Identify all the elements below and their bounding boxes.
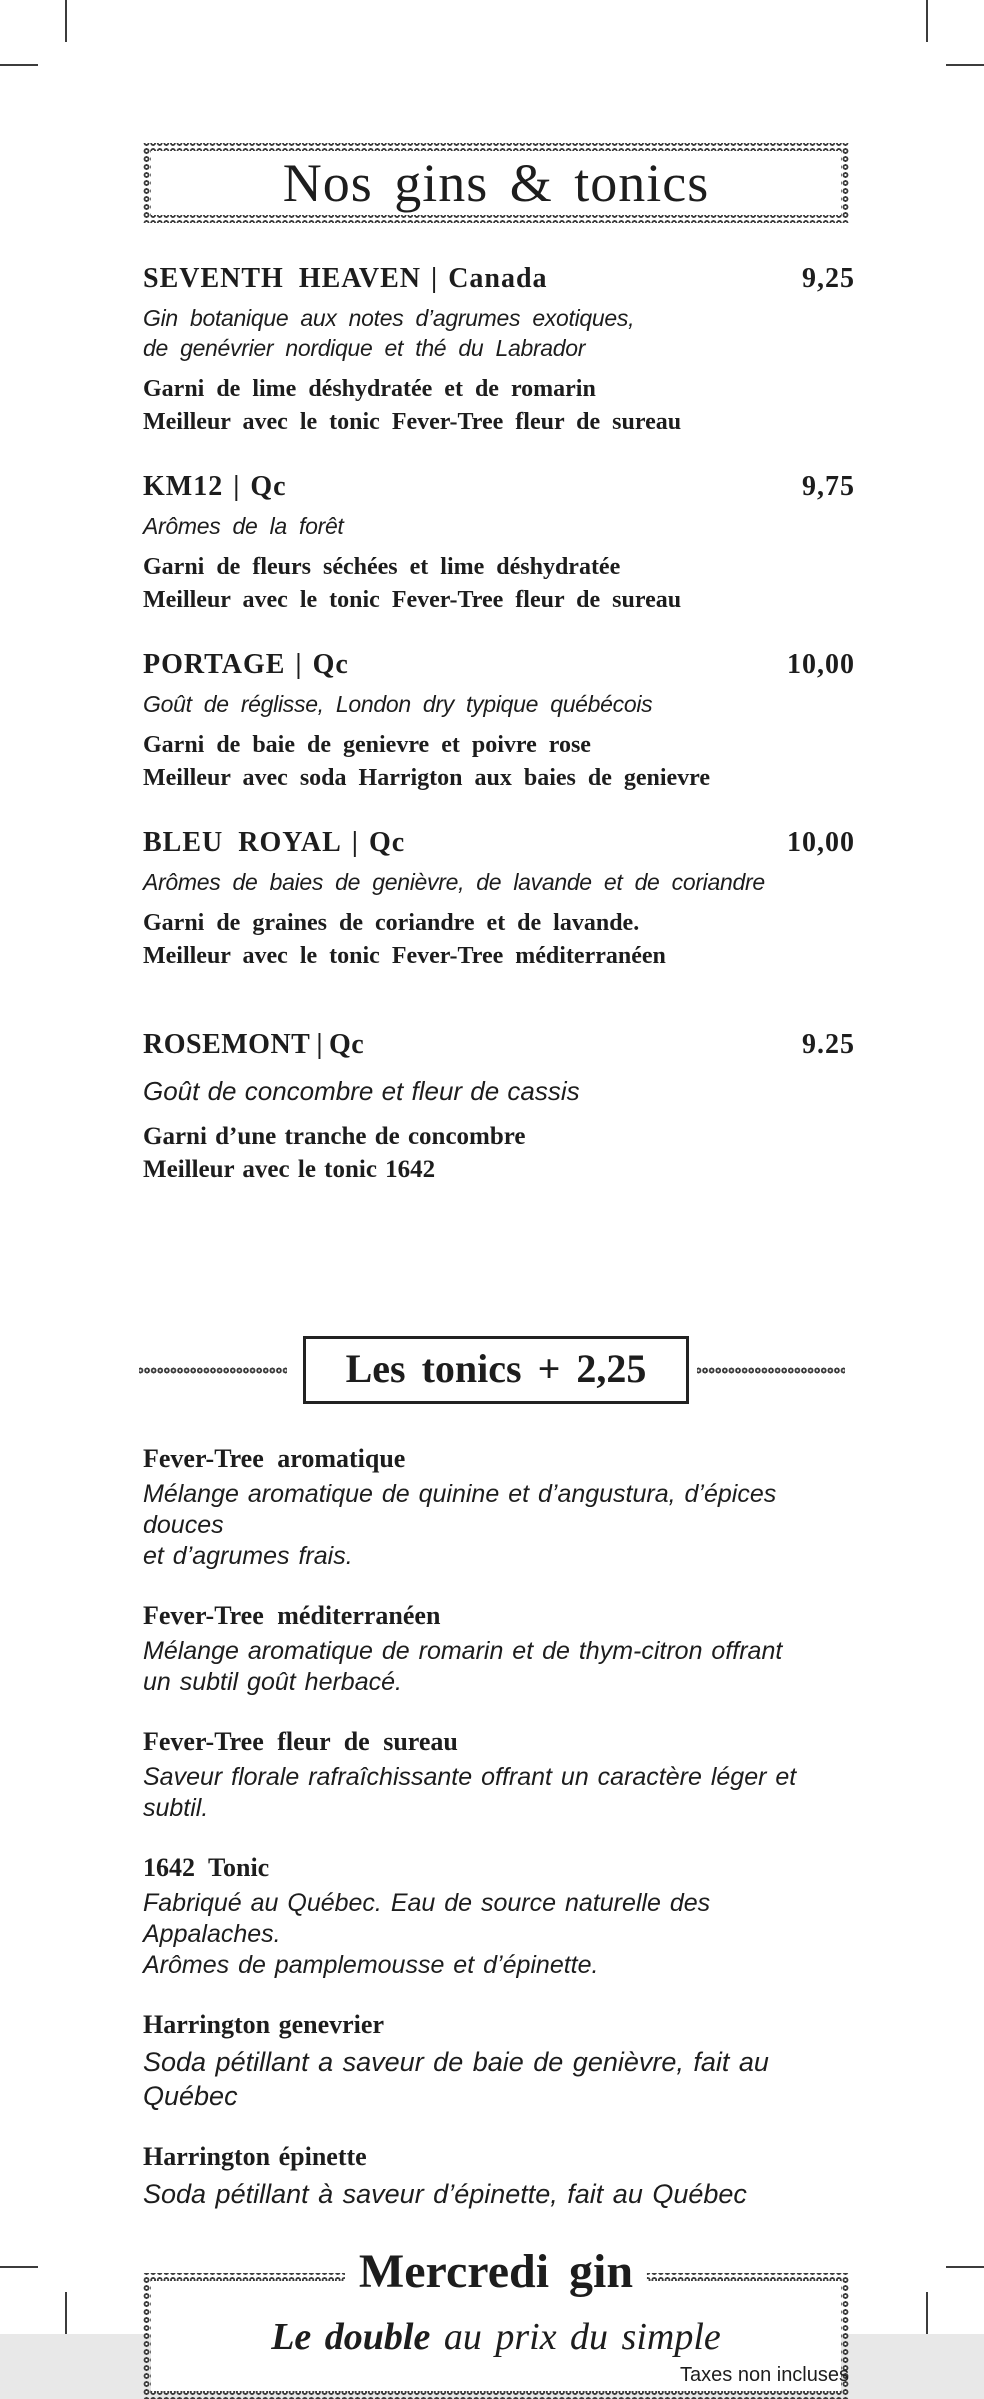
menu-title-box (143, 143, 849, 223)
tonics-banner (143, 1336, 855, 1406)
chain-decoration-right (697, 1366, 845, 1375)
gin-pairing: Meilleur avec soda Harrigton aux baies de genievre (143, 765, 711, 791)
tonics-list (143, 1442, 855, 2211)
gin-pairing: Meilleur avec le tonic Fever-Tree fleur de sureau (143, 409, 682, 435)
crop-mark-bottom-right-horizontal (946, 2266, 984, 2268)
gin-description-line: Gin botanique aux notes d’agrumes exotiques, (143, 305, 635, 331)
tonic-description (143, 1636, 855, 1698)
tonic-description-line: Soda pétillant à saveur d’épinette, fait au Québec (143, 2179, 747, 2209)
gin-name: PORTAGE (143, 649, 286, 680)
gin-description-line: Goût de réglisse, London dry typique québécois (143, 691, 653, 717)
page-title: Nos gins & tonics (282, 153, 710, 213)
tonic-description-line: un subtil goût herbacé. (143, 1668, 402, 1696)
tonic-description (143, 2045, 855, 2113)
gin-item (143, 825, 855, 973)
gin-pairing: Meilleur avec le tonic 1642 (143, 1156, 436, 1183)
gin-name-line (143, 647, 349, 683)
gin-garnish: Garni d’une tranche de concombre (143, 1123, 526, 1150)
promo-line-bold: Le double (271, 2316, 431, 2358)
gin-description (143, 303, 855, 363)
tonic-item (143, 1725, 855, 1824)
gin-description-line: Arômes de baies de genièvre, de lavande et de coriandre (143, 869, 765, 895)
gin-item (143, 647, 855, 795)
gin-region: Canada (448, 263, 548, 294)
gin-description-line: Goût de concombre et fleur de cassis (143, 1076, 580, 1106)
promo-title: Mercredi gin (345, 2243, 647, 2301)
menu-content (143, 143, 855, 2399)
tonic-description (143, 1762, 855, 1824)
gin-name-line (143, 469, 287, 505)
crop-mark-top-right-vertical (926, 0, 928, 42)
promo-line-rest: au prix du simple (430, 2316, 721, 2358)
gin-description-line: de genévrier nordique et thé du Labrador (143, 335, 586, 361)
gin-region: Qc (250, 471, 287, 502)
crop-mark-bottom-left-horizontal (0, 2266, 38, 2268)
tonics-banner-box (303, 1336, 689, 1404)
gin-name-line (143, 825, 405, 861)
tonic-description-line: Mélange aromatique de quinine et d’angustura, d’épices douces (143, 1480, 777, 1539)
gin-heading (143, 469, 855, 505)
crop-mark-top-left-horizontal (0, 64, 38, 66)
crop-mark-top-left-vertical (65, 0, 67, 42)
tonic-name: Harrington genevrier (143, 2010, 384, 2039)
tonic-name: Harrington épinette (143, 2142, 367, 2171)
tonic-item (143, 2008, 855, 2113)
gin-description-line: Arômes de la forêt (143, 513, 344, 539)
tonic-item (143, 1599, 855, 1698)
chain-decoration-left (139, 1366, 287, 1375)
gin-name: SEVENTH HEAVEN (143, 263, 422, 294)
gin-heading (143, 647, 855, 683)
gin-serving (143, 551, 855, 617)
gin-price: 10,00 (787, 649, 855, 680)
gin-description (143, 867, 855, 897)
tonic-description-line: Fabriqué au Québec. Eau de source naturelle des Appalaches. (143, 1889, 711, 1948)
gin-garnish: Garni de baie de genievre et poivre rose (143, 732, 591, 758)
gin-heading (143, 825, 855, 861)
tonic-item (143, 1442, 855, 1572)
gin-pairing: Meilleur avec le tonic Fever-Tree méditerranéen (143, 943, 666, 969)
crop-mark-bottom-left-vertical (65, 2292, 67, 2334)
gin-description (143, 511, 855, 541)
gin-price: 9.25 (802, 1029, 855, 1060)
gin-item (143, 261, 855, 439)
divider-glyph: | (295, 649, 303, 680)
gin-serving (143, 907, 855, 973)
crop-mark-top-right-horizontal (946, 64, 984, 66)
tonic-description-line: Soda pétillant a saveur de baie de genièvre, fait au Québec (143, 2047, 769, 2111)
gin-serving (143, 1120, 855, 1186)
tonic-description-line: Arômes de pamplemousse et d’épinette. (143, 1951, 599, 1979)
gin-region: Qc (329, 1029, 365, 1060)
tonic-item (143, 2140, 855, 2211)
gin-name-line (143, 261, 548, 297)
tonic-name: Fever-Tree fleur de sureau (143, 1727, 458, 1756)
gin-item (143, 469, 855, 617)
gin-garnish: Garni de fleurs séchées et lime déshydratée (143, 554, 621, 580)
crop-mark-bottom-right-vertical (926, 2292, 928, 2334)
divider-glyph: | (316, 1029, 324, 1060)
promo-box (143, 2245, 849, 2399)
divider-glyph: | (233, 471, 241, 502)
gin-price: 9,25 (802, 263, 855, 294)
tonic-description (143, 1479, 855, 1572)
gin-garnish: Garni de lime déshydratée et de romarin (143, 376, 596, 402)
gin-item (143, 1027, 855, 1186)
gin-price: 10,00 (787, 827, 855, 858)
tonic-description-line: Saveur florale rafraîchissante offrant un caractère léger et subtil. (143, 1763, 797, 1822)
gin-name: KM12 (143, 471, 224, 502)
tonic-description (143, 1888, 855, 1981)
tonic-name: 1642 Tonic (143, 1853, 270, 1882)
gin-name: ROSEMONT (143, 1029, 311, 1060)
gin-heading (143, 1027, 855, 1063)
tonic-description (143, 2177, 855, 2211)
gin-region: Qc (312, 649, 349, 680)
gin-description (143, 689, 855, 719)
tonic-item (143, 1851, 855, 1981)
divider-glyph: | (351, 827, 359, 858)
gin-description (143, 1075, 855, 1108)
taxes-note: Taxes non incluses (680, 2364, 849, 2386)
gin-serving (143, 373, 855, 439)
gin-region: Qc (368, 827, 406, 858)
gin-name: BLEU ROYAL (143, 827, 342, 858)
gin-heading (143, 261, 855, 297)
tonic-name: Fever-Tree aromatique (143, 1444, 406, 1473)
gin-serving (143, 729, 855, 795)
gin-pairing: Meilleur avec le tonic Fever-Tree fleur de sureau (143, 587, 682, 613)
divider-glyph: | (431, 263, 439, 294)
gin-name-line (143, 1027, 364, 1063)
tonic-name: Fever-Tree méditerranéen (143, 1601, 441, 1630)
tonic-description-line: Mélange aromatique de romarin et de thym-citron offrant (143, 1637, 783, 1665)
gin-garnish: Garni de graines de coriandre et de lavande. (143, 910, 640, 936)
tonic-description-line: et d’agrumes frais. (143, 1542, 353, 1570)
gin-price: 9,75 (802, 471, 855, 502)
tonics-banner-title: Les tonics + 2,25 (345, 1346, 647, 1391)
